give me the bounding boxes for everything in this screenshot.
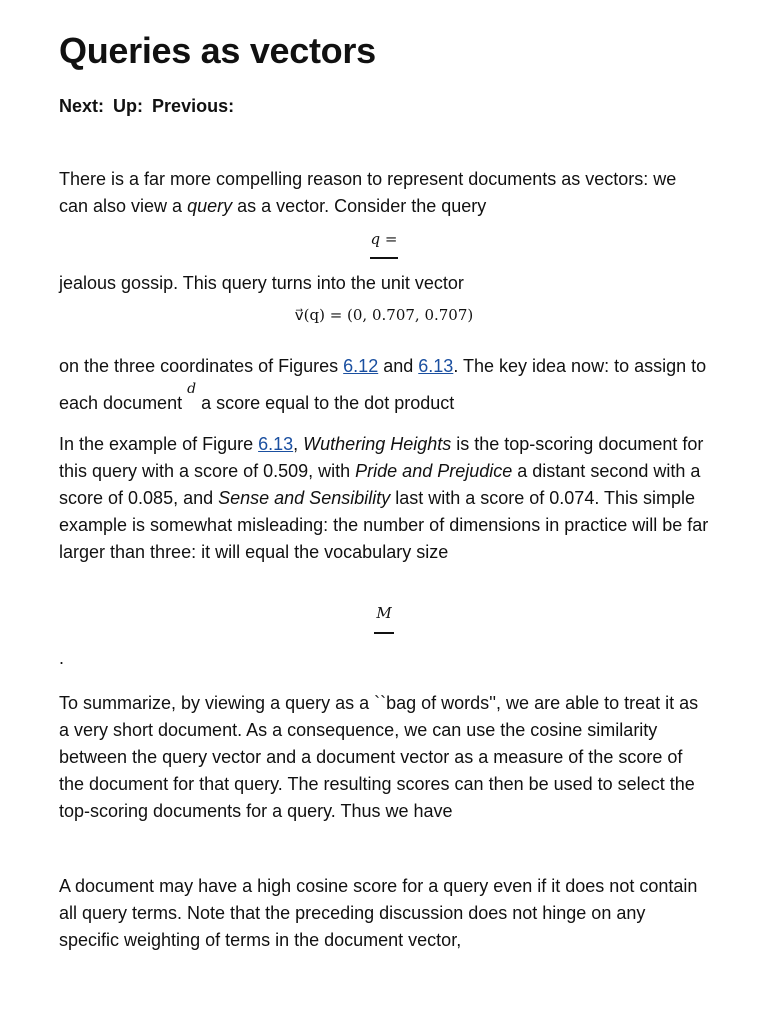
equation-q: q =	[370, 230, 398, 248]
figure-6-13-link-2[interactable]: 6.13	[258, 434, 294, 454]
page-title: Queries as vectors	[59, 30, 376, 71]
emphasis-query: query	[187, 196, 233, 216]
equation-M-underline	[374, 632, 394, 634]
paragraph-example: In the example of Figure 6.13, Wuthering Heights is the top-scoring document for this query with a score of 0.509, with Pride and Prejudice a distant second with a score of 0.085, and Sense and Sensibility last with a score of 0.074. This simple example is somewhat misleading: the number of dimensions in practice will be far larger than three: it will equal the vocabulary size	[59, 434, 709, 562]
figure-6-12-link[interactable]: 6.12	[343, 356, 379, 376]
paragraph-query-text: jealous gossip. This query turns into the unit vector	[59, 273, 464, 293]
equation-unit-vector: v⃗(q) = (0, 0.707, 0.707)	[294, 306, 474, 324]
equation-q-underline	[370, 257, 398, 259]
period: .	[59, 648, 65, 668]
paragraph-cosine: A document may have a high cosine score for a query even if it does not contain all query terms. Note that the preceding discussion does not hinge on any specific weighting of terms in the document vector,	[59, 876, 698, 950]
paragraph-summary: To summarize, by viewing a query as a ``bag of words'', we are able to treat it as a very short document. As a consequence, we can use the cosine similarity between the query vector and a document vector as a measure of the score of the document for that query. The resulting scores can then be used to select the top-scoring documents for a query. Thus we have	[59, 693, 699, 821]
paragraph-coordinates: on the three coordinates of Figures 6.12 and 6.13. The key idea now: to assign to each document $^d$ a score equal to the dot product	[59, 356, 707, 413]
math-d: d	[187, 381, 197, 397]
equation-M: M	[376, 604, 392, 622]
nav-links	[59, 96, 238, 117]
nav-up[interactable]: Up:	[113, 96, 144, 116]
nav-previous[interactable]: Previous:	[152, 96, 235, 116]
nav-next[interactable]: Next:	[59, 96, 105, 116]
paragraph-intro: There is a far more compelling reason to represent documents as vectors: we can also view a query as a vector. Consider the query	[59, 169, 677, 216]
figure-6-13-link[interactable]: 6.13	[418, 356, 454, 376]
